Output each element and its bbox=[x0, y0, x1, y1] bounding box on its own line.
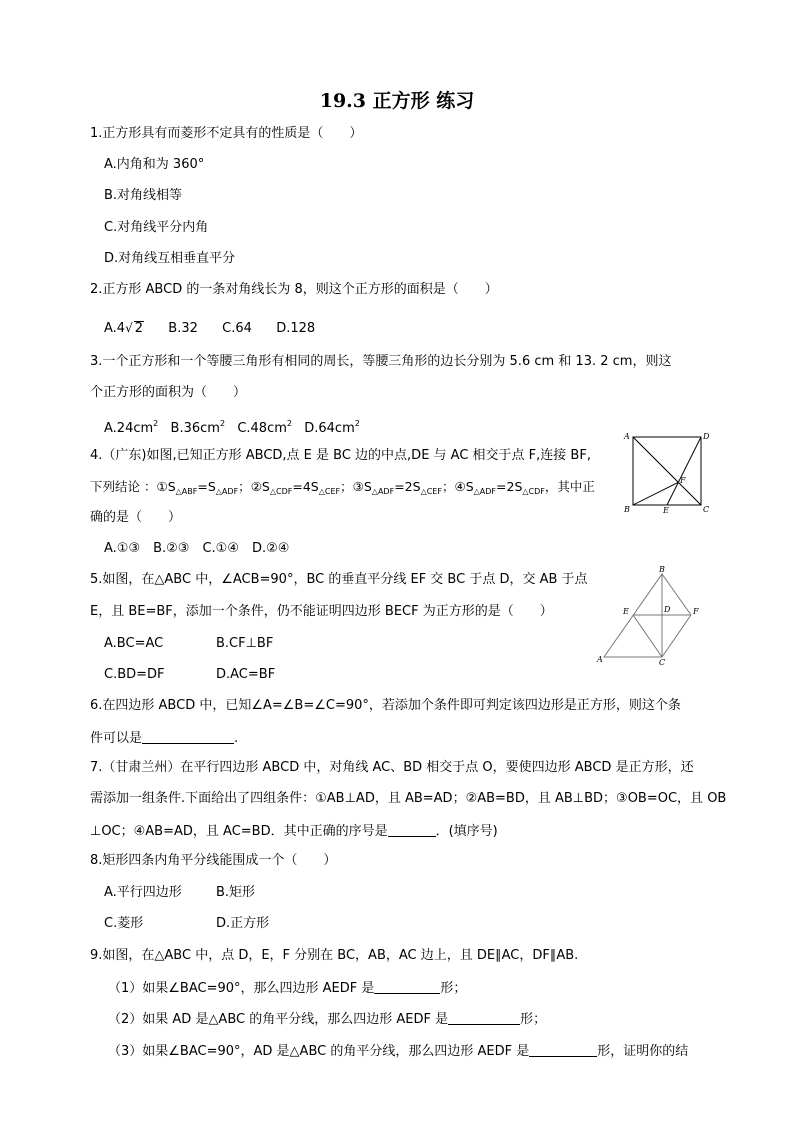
diagonal-ac bbox=[633, 437, 701, 505]
q8-option-a: A.平行四边形 bbox=[104, 885, 182, 900]
sqrt-radicand: 2 bbox=[134, 321, 144, 336]
answer-blank bbox=[142, 729, 234, 744]
q5-option-a: A.BC=AC bbox=[104, 636, 164, 651]
q1-option-b: B.对角线相等 bbox=[104, 188, 183, 203]
q5-option-d: D.AC=BF bbox=[216, 667, 276, 682]
label-b: B bbox=[659, 565, 665, 574]
label-a: A bbox=[624, 432, 630, 441]
q4-conclusion: $④S_{\triangle ADF}=2S_{\triangle CDF}$， bbox=[454, 479, 558, 496]
answer-blank bbox=[388, 822, 436, 837]
q1-stem: 1.正方形具有而菱形不定具有的性质是（ ） bbox=[90, 126, 363, 141]
q5-option-b: B.CF⊥BF bbox=[216, 636, 274, 651]
q4-conclusion: $②S_{\triangle CDF}=4S_{\triangle CEF}$； bbox=[250, 479, 353, 496]
q5-figure-triangle bbox=[596, 565, 706, 665]
q3-stem-line2: 个正方形的面积为（ ） bbox=[90, 385, 247, 400]
q8-option-c: C.菱形 bbox=[104, 916, 144, 931]
q9-part-2: （2）如果 AD 是△ABC 的角平分线，那么四边形 AEDF 是 形； bbox=[108, 1012, 547, 1027]
q4-conclusion: $①S_{\triangle ABF}=S_{\triangle ADF}$； bbox=[156, 479, 251, 496]
q4-stem-line1: 4.（广东)如图,已知正方形 ABCD,点 E 是 BC 边的中点,DE 与 AC 相交于点 F,连接 BF, bbox=[90, 448, 591, 463]
q3-stem-line1: 3.一个正方形和一个等腰三角形有相同的周长，等腰三角形的边长分别为 5.6 cm 和 13. 2 cm，则这 bbox=[90, 354, 672, 369]
q6-stem-line1: 6.在四边形 ABCD 中，已知∠A=∠B=∠C=90°，若添加个条件即可判定该四边形是正方形，则这个条 bbox=[90, 698, 681, 713]
q1-option-a: A.内角和为 360° bbox=[104, 157, 205, 172]
q4-conclusions bbox=[156, 479, 557, 494]
answer-blank bbox=[374, 979, 440, 994]
q4-options: A.①③ B.②③ C.①④ D.②④ bbox=[104, 541, 290, 556]
q2-option-c: C.64 bbox=[222, 321, 252, 336]
q3-option-a: $A.24cm^2$ bbox=[104, 419, 159, 436]
q7-stem-line3: ⊥OC；④AB=AD，且 AC=BD．其中正确的序号是 ．(填序号) bbox=[90, 824, 498, 839]
q5-option-c: C.BD=DF bbox=[104, 667, 165, 682]
q3-options bbox=[104, 416, 360, 437]
q5-stem-line2: E，且 BE=BF，添加一个条件，仍不能证明四边形 BECF 为正方形的是（ ） bbox=[90, 604, 553, 619]
q8-stem: 8.矩形四条内角平分线能围成一个（ ） bbox=[90, 853, 337, 868]
label-e: E bbox=[623, 607, 629, 616]
segment-ec bbox=[633, 615, 662, 657]
q6-stem-line2: 件可以是 . bbox=[90, 731, 239, 746]
label-d: D bbox=[703, 432, 710, 441]
q2-stem: 2.正方形 ABCD 的一条对角线长为 8，则这个正方形的面积是（ ） bbox=[90, 282, 498, 297]
label-f: F bbox=[680, 476, 686, 485]
segment-cf bbox=[662, 615, 691, 657]
answer-blank bbox=[448, 1010, 520, 1025]
page-title: 19.3 正方形 练习 bbox=[319, 90, 475, 112]
q2-option-a: A.4√ 2 bbox=[104, 321, 144, 336]
q3-option-d: $D.64cm^2$ bbox=[304, 419, 360, 436]
label-d: D bbox=[664, 605, 671, 614]
q8-option-d: D.正方形 bbox=[216, 916, 270, 931]
q3-option-b: $B.36cm^2$ bbox=[170, 419, 226, 436]
q9-part-3: （3）如果∠BAC=90°，AD 是△ABC 的角平分线，那么四边形 AEDF 是 形，证明你的结 bbox=[108, 1044, 689, 1059]
q2-option-d: D.128 bbox=[276, 321, 316, 336]
q2-option-b: B.32 bbox=[168, 321, 198, 336]
label-c: C bbox=[703, 505, 710, 514]
q3-option-c: $C.48cm^2$ bbox=[237, 419, 292, 436]
answer-blank bbox=[529, 1042, 597, 1057]
label-b: B bbox=[624, 505, 630, 514]
q1-option-d: D.对角线互相垂直平分 bbox=[104, 251, 236, 266]
q1-option-c: C.对角线平分内角 bbox=[104, 220, 209, 235]
segment-bf bbox=[633, 482, 678, 505]
q2-options bbox=[104, 320, 315, 337]
q4-stem-line2: 下列结论 ：$①S_{\triangle ABF}=S_{\triangle ADF}$；$②S_{\triangle CDF}=4S_{\triangle CEF}$；$③S_{\triangle ADF}=2S_{\triangle CEF}$；$④S_{\triangle ADF}=2S_{\triangle CDF}$，其中正 bbox=[90, 479, 595, 496]
q4-figure-square bbox=[620, 428, 712, 514]
label-c: C bbox=[659, 658, 666, 665]
q7-stem-line1: 7.（甘肃兰州）在平行四边形 ABCD 中，对角线 AC、BD 相交于点 O，要使四边形 ABCD 是正方形，还 bbox=[90, 760, 694, 775]
q4-conclusion: $③S_{\triangle ADF}=2S_{\triangle CEF}$； bbox=[352, 479, 455, 496]
label-e: E bbox=[663, 506, 669, 514]
label-f: F bbox=[693, 607, 699, 616]
label-a: A bbox=[597, 655, 603, 664]
q9-part-1: （1）如果∠BAC=90°，那么四边形 AEDF 是 形； bbox=[108, 981, 467, 996]
q9-stem: 9.如图，在△ABC 中，点 D，E，F 分别在 BC，AB，AC 边上，且 DE∥AC，DF∥AB. bbox=[90, 948, 579, 963]
q8-option-b: B.矩形 bbox=[216, 885, 256, 900]
q4-stem-line3: 确的是（ ） bbox=[90, 510, 182, 525]
segment-de bbox=[667, 437, 701, 505]
q7-stem-line2: 需添加一组条件.下面给出了四组条件：①AB⊥AD，且 AB=AD；②AB=BD，且 AB⊥BD；③OB=OC，且 OB bbox=[90, 791, 727, 806]
q5-stem-line1: 5.如图，在△ABC 中，∠ACB=90°，BC 的垂直平分线 EF 交 BC 于点 D，交 AB 于点 bbox=[90, 572, 588, 587]
